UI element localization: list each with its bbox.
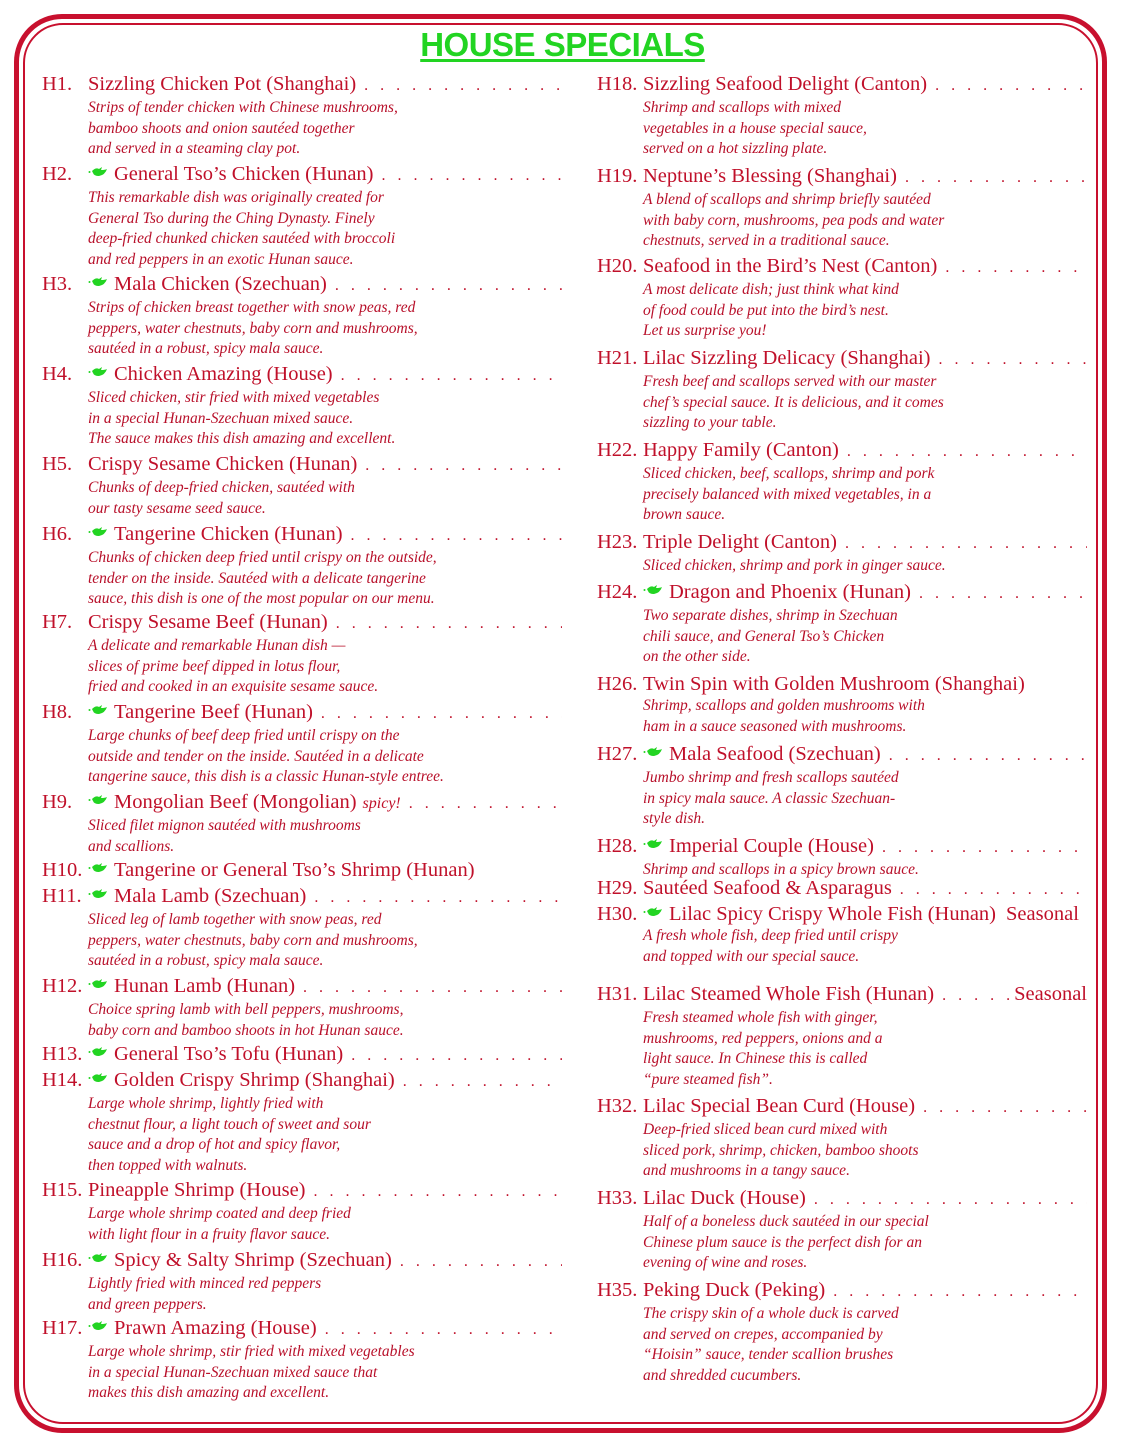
pepper-icon — [88, 1246, 108, 1258]
item-description — [643, 556, 1087, 577]
item-code: H27. — [597, 743, 638, 765]
item-code: H17. — [42, 1317, 83, 1339]
menu-item — [597, 672, 1087, 737]
item-code: H15. — [42, 1179, 83, 1201]
description-line: General Tso during the Ching Dynasty. Finely — [88, 209, 375, 227]
item-description — [643, 1212, 1087, 1274]
item-code: H3. — [42, 273, 73, 295]
description-line: Strips of tender chicken with Chinese mushrooms, — [88, 99, 398, 116]
menu-item-header — [597, 164, 1087, 190]
item-description — [643, 464, 1087, 526]
item-name: Peking Duck (Peking) — [643, 1279, 826, 1301]
pepper-icon — [88, 1040, 108, 1052]
menu-item-header — [42, 884, 562, 910]
description-line: and served in a steaming clay pot. — [88, 140, 301, 158]
dot-leader — [938, 348, 1087, 372]
description-line: outside and tender on the inside. Sautéed in a delicate — [88, 747, 424, 765]
description-line: sizzling to your table. — [643, 414, 777, 432]
description-line: “Hoisin” sauce, tender scallion brushes — [643, 1346, 894, 1364]
item-description — [88, 478, 562, 519]
item-name: Sizzling Chicken Pot (Shanghai) — [88, 73, 357, 95]
menu-item-header — [597, 902, 1087, 926]
description-line: Chinese plum sauce is the perfect dish for an — [643, 1233, 922, 1251]
description-line: and red peppers in an exotic Hunan sauce. — [88, 250, 354, 268]
menu-item — [597, 1278, 1087, 1386]
menu-item — [597, 902, 1087, 967]
description-line: and served on crepes, accompanied by — [643, 1325, 883, 1343]
dot-leader — [845, 532, 1087, 556]
menu-item-header — [597, 580, 1087, 606]
dot-leader — [923, 1096, 1087, 1120]
item-name: Neptune’s Blessing (Shanghai) — [643, 165, 897, 187]
menu-item-header — [597, 672, 1087, 696]
menu-item — [597, 834, 1087, 881]
pepper-icon — [88, 360, 108, 372]
dot-leader — [942, 984, 1010, 1008]
menu-item-header — [42, 1178, 562, 1204]
item-description — [88, 388, 562, 450]
item-code: H32. — [597, 1095, 638, 1117]
description-line: Large whole shrimp, stir fried with mixed vegetables — [88, 1343, 415, 1360]
pepper-icon — [88, 1314, 108, 1326]
dot-leader — [336, 612, 562, 636]
item-name: Mongolian Beef (Mongolian) — [114, 791, 357, 813]
item-code: H13. — [42, 1043, 83, 1065]
item-code: H4. — [42, 363, 73, 385]
item-description — [643, 372, 1087, 434]
item-code: H11. — [42, 885, 82, 907]
description-line: mushrooms, red peppers, onions and a — [643, 1029, 883, 1047]
menu-item — [42, 162, 562, 270]
menu-item-header — [42, 1068, 562, 1094]
pepper-icon — [643, 900, 663, 912]
description-line: and green peppers. — [88, 1295, 207, 1313]
description-line: A delicate and remarkable Hunan dish — — [88, 637, 346, 654]
description-line: “pure steamed fish”. — [643, 1070, 773, 1088]
dot-leader — [365, 454, 562, 478]
description-line: evening of wine and roses. — [643, 1254, 808, 1272]
item-name: Mala Seafood (Szechuan) — [669, 743, 881, 765]
dot-leader — [351, 1044, 562, 1068]
menu-item-header — [42, 858, 562, 882]
menu-item-header — [42, 362, 562, 388]
item-name: Spicy & Salty Shrimp (Szechuan) — [114, 1249, 392, 1271]
menu-item-header — [597, 982, 1087, 1008]
menu-item — [42, 858, 562, 882]
menu-item-header — [597, 834, 1087, 860]
item-name: Hunan Lamb (Hunan) — [114, 975, 296, 997]
description-line: with baby corn, mushrooms, pea pods and water — [643, 211, 945, 229]
description-line: and scallions. — [88, 837, 175, 855]
pepper-icon — [88, 160, 108, 172]
description-line: precisely balanced with mixed vegetables, in a — [643, 485, 932, 503]
dot-leader — [403, 1070, 562, 1094]
menu-item — [597, 72, 1087, 160]
description-line: Sliced chicken, shrimp and pork in ginger sauce. — [643, 557, 946, 574]
item-name: Golden Crispy Shrimp (Shanghai) — [114, 1069, 395, 1091]
pepper-icon — [88, 1066, 108, 1078]
description-line: Sliced leg of lamb together with snow peas, red — [88, 911, 382, 928]
item-description — [643, 98, 1087, 160]
description-line: sliced pork, shrimp, chicken, bamboo shoots — [643, 1141, 919, 1159]
pepper-icon — [643, 578, 663, 590]
description-line: and shredded cucumbers. — [643, 1366, 802, 1384]
description-line: Deep-fried sliced bean curd mixed with — [643, 1121, 888, 1138]
menu-item — [597, 346, 1087, 434]
menu-item — [42, 884, 562, 972]
description-line: Shrimp and scallops in a spicy brown sauce. — [643, 861, 919, 878]
menu-item — [597, 982, 1087, 1090]
dot-leader — [325, 1318, 562, 1342]
pepper-icon — [88, 270, 108, 282]
description-line: tangerine sauce, this dish is a classic Hunan-style entree. — [88, 768, 444, 786]
description-line: Shrimp, scallops and golden mushrooms with — [643, 697, 925, 714]
description-line: on the other side. — [643, 648, 751, 666]
item-name: Sautéed Seafood & Asparagus — [643, 877, 892, 899]
description-line: makes this dish amazing and excellent. — [88, 1384, 330, 1402]
menu-item — [42, 362, 562, 450]
dot-leader — [314, 1180, 563, 1204]
description-line: tender on the inside. Sautéed with a delicate tangerine — [88, 569, 426, 587]
menu-item-header — [597, 438, 1087, 464]
item-name: Lilac Spicy Crispy Whole Fish (Hunan) — [669, 903, 997, 925]
dot-leader — [889, 744, 1087, 768]
description-line: style dish. — [643, 810, 705, 828]
item-description — [88, 188, 562, 270]
pepper-icon — [88, 856, 108, 868]
description-line: Sliced chicken, beef, scallops, shrimp and pork — [643, 465, 935, 482]
menu-item — [597, 1094, 1087, 1182]
item-name: Dragon and Phoenix (Hunan) — [669, 581, 911, 603]
item-code: H7. — [42, 611, 73, 633]
item-name: Crispy Sesame Beef (Hunan) — [88, 611, 328, 633]
menu-item-header — [42, 1316, 562, 1342]
menu-item-header — [42, 790, 562, 816]
description-line: of food could be put into the bird’s nest. — [643, 301, 889, 319]
menu-item-header — [42, 522, 562, 548]
description-line: in a special Hunan-Szechuan mixed sauce that — [88, 1363, 378, 1381]
menu-item-header — [42, 162, 562, 188]
menu-item — [597, 742, 1087, 830]
item-description — [643, 190, 1087, 252]
dot-leader — [935, 74, 1087, 98]
menu-item — [597, 876, 1087, 902]
description-line: sauce, this dish is one of the most popular on our menu. — [88, 590, 435, 608]
item-description — [88, 298, 562, 360]
spicy-note: spicy! — [362, 795, 401, 812]
item-description — [88, 98, 562, 160]
item-name: General Tso’s Tofu (Hunan) — [114, 1043, 344, 1065]
dot-leader — [882, 836, 1087, 860]
item-code: H28. — [597, 835, 638, 857]
menu-item-header — [42, 72, 562, 98]
description-line: Fresh steamed whole fish with ginger, — [643, 1009, 878, 1026]
description-line: Chunks of chicken deep fried until crispy on the outside, — [88, 549, 437, 566]
menu-item — [597, 438, 1087, 526]
menu-item-header — [597, 346, 1087, 372]
menu-item-header — [597, 742, 1087, 768]
description-line: brown sauce. — [643, 506, 726, 524]
item-description — [643, 926, 1087, 967]
dot-leader — [900, 878, 1087, 902]
item-name: Tangerine Chicken (Hunan) — [114, 523, 343, 545]
seasonal-label: Seasonal — [1014, 983, 1087, 1005]
item-code: H24. — [597, 581, 638, 603]
description-line: ham in a sauce seasoned with mushrooms. — [643, 717, 907, 735]
description-line: in spicy mala sauce. A classic Szechuan- — [643, 789, 896, 807]
description-line: Two separate dishes, shrimp in Szechuan — [643, 607, 898, 624]
dot-leader — [321, 702, 562, 726]
menu-item — [42, 700, 562, 788]
item-description — [88, 1000, 562, 1041]
item-description — [88, 1274, 562, 1315]
item-description — [643, 280, 1087, 342]
description-line: Chunks of deep-fried chicken, sautéed with — [88, 479, 355, 496]
pepper-icon — [88, 788, 108, 800]
item-name: Pineapple Shrimp (House) — [88, 1179, 306, 1201]
menu-item — [597, 254, 1087, 342]
item-code: H9. — [42, 791, 73, 813]
description-line: Large whole shrimp coated and deep fried — [88, 1205, 351, 1222]
description-line: The sauce makes this dish amazing and excellent. — [88, 430, 396, 448]
description-line: and mushrooms in a tangy sauce. — [643, 1162, 850, 1180]
pepper-icon — [88, 520, 108, 532]
item-description — [88, 1094, 562, 1176]
description-line: baby corn and bamboo shoots in hot Hunan sauce. — [88, 1021, 404, 1039]
item-description — [643, 606, 1087, 668]
item-code: H30. — [597, 903, 638, 925]
dot-leader — [382, 164, 563, 188]
description-line: and topped with our special sauce. — [643, 947, 860, 965]
menu-item-header — [597, 72, 1087, 98]
description-line: deep-fried chunked chicken sautéed with broccoli — [88, 230, 396, 248]
description-line: Strips of chicken breast together with snow peas, red — [88, 299, 416, 316]
description-line: Let us surprise you! — [643, 322, 767, 340]
item-code: H22. — [597, 439, 638, 461]
dot-leader — [945, 256, 1087, 280]
menu-item-header — [597, 530, 1087, 556]
item-description — [643, 696, 1087, 737]
menu-item-header — [597, 1278, 1087, 1304]
item-code: H31. — [597, 983, 638, 1005]
description-line: slices of prime beef dipped in lotus flour, — [88, 657, 341, 675]
item-description — [643, 768, 1087, 830]
item-name: Sizzling Seafood Delight (Canton) — [643, 73, 928, 95]
item-name: Lilac Duck (House) — [643, 1187, 806, 1209]
item-name: Twin Spin with Golden Mushroom (Shanghai) — [643, 673, 1025, 695]
menu-item — [42, 610, 562, 698]
menu-item — [42, 522, 562, 610]
item-name: Seafood in the Bird’s Nest (Canton) — [643, 255, 938, 277]
item-name: Lilac Sizzling Delicacy (Shanghai) — [643, 347, 931, 369]
description-line: with light flour in a fruity flavor sauce. — [88, 1225, 330, 1243]
description-line: Sliced filet mignon sautéed with mushrooms — [88, 817, 361, 834]
item-code: H18. — [597, 73, 638, 95]
menu-item — [42, 1316, 562, 1404]
description-line: Large whole shrimp, lightly fried with — [88, 1095, 324, 1112]
description-line: chef’s special sauce. It is delicious, and it comes — [643, 393, 944, 411]
item-name: General Tso’s Chicken (Hunan) — [114, 163, 374, 185]
menu-item-header — [42, 1248, 562, 1274]
description-line: sautéed in a robust, spicy mala sauce. — [88, 340, 324, 358]
item-code: H1. — [42, 73, 73, 95]
item-name: Chicken Amazing (House) — [114, 363, 333, 385]
menu-item — [42, 1042, 562, 1068]
description-line: served on a hot sizzling plate. — [643, 140, 828, 158]
menu-item-header — [597, 876, 1087, 902]
item-description — [88, 726, 562, 788]
description-line: sautéed in a robust, spicy mala sauce. — [88, 952, 324, 970]
item-description — [88, 910, 562, 972]
item-description — [643, 1008, 1087, 1090]
description-line: chestnut flour, a light touch of sweet and sour — [88, 1115, 371, 1133]
item-name: Triple Delight (Canton) — [643, 531, 837, 553]
dot-leader — [814, 1188, 1087, 1212]
menu-item-header — [42, 700, 562, 726]
dot-leader — [314, 886, 562, 910]
menu-item — [42, 1178, 562, 1245]
description-line: Lightly fried with minced red peppers — [88, 1275, 322, 1292]
menu-item — [42, 790, 562, 857]
description-line: sauce and a drop of hot and spicy flavor, — [88, 1136, 341, 1154]
description-line: Large chunks of beef deep fried until crispy on the — [88, 727, 400, 744]
dot-leader — [919, 582, 1087, 606]
page-title — [0, 26, 1125, 64]
pepper-icon — [88, 698, 108, 710]
description-line: then topped with walnuts. — [88, 1156, 248, 1174]
dot-leader — [303, 976, 562, 1000]
item-code: H23. — [597, 531, 638, 553]
description-line: in a special Hunan-Szechuan mixed sauce. — [88, 409, 354, 427]
description-line: Choice spring lamb with bell peppers, mushrooms, — [88, 1001, 404, 1018]
item-name: Happy Family (Canton) — [643, 439, 839, 461]
menu-item — [42, 272, 562, 360]
item-name: Lilac Special Bean Curd (House) — [643, 1095, 916, 1117]
pepper-icon — [643, 832, 663, 844]
description-line: Shrimp and scallops with mixed — [643, 99, 842, 116]
description-line: Half of a boneless duck sautéed in our special — [643, 1213, 929, 1230]
item-description — [88, 1342, 562, 1404]
item-code: H20. — [597, 255, 638, 277]
page-title-text: HOUSE SPECIALS — [420, 26, 705, 63]
description-line: A fresh whole fish, deep fried until crispy — [643, 927, 898, 944]
dot-leader — [341, 364, 562, 388]
dot-leader — [409, 792, 562, 816]
description-line: chestnuts, served in a traditional sauce. — [643, 232, 890, 250]
menu-item-header — [597, 254, 1087, 280]
item-code: H35. — [597, 1279, 638, 1301]
item-description — [643, 1304, 1087, 1386]
description-line: chili sauce, and General Tso’s Chicken — [643, 627, 885, 645]
menu-item — [42, 974, 562, 1041]
description-line: our tasty sesame seed sauce. — [88, 499, 266, 517]
pepper-icon — [88, 972, 108, 984]
menu-item-header — [42, 272, 562, 298]
dot-leader — [833, 1280, 1087, 1304]
item-description — [88, 636, 562, 698]
item-name: Crispy Sesame Chicken (Hunan) — [88, 453, 358, 475]
description-line: Sliced chicken, stir fried with mixed vegetables — [88, 389, 380, 406]
menu-item-header — [42, 610, 562, 636]
item-name: Tangerine Beef (Hunan) — [114, 701, 313, 723]
seasonal-label: Seasonal — [1006, 903, 1079, 925]
menu-item — [597, 530, 1087, 577]
item-code: H19. — [597, 165, 638, 187]
pepper-icon — [88, 882, 108, 894]
description-line: light sauce. In Chinese this is called — [643, 1050, 868, 1068]
item-name: Mala Chicken (Szechuan) — [114, 273, 327, 295]
description-line: peppers, water chestnuts, baby corn and mushrooms, — [88, 319, 418, 337]
menu-item-header — [42, 1042, 562, 1068]
item-description — [643, 1120, 1087, 1182]
description-line: Fresh beef and scallops served with our master — [643, 373, 937, 390]
item-name: Mala Lamb (Szechuan) — [114, 885, 307, 907]
item-code: H6. — [42, 523, 73, 545]
item-code: H33. — [597, 1187, 638, 1209]
menu-item — [42, 452, 562, 519]
menu-item — [597, 1186, 1087, 1274]
item-code: H8. — [42, 701, 73, 723]
item-code: H16. — [42, 1249, 83, 1271]
item-code: H10. — [42, 859, 83, 881]
description-line: Jumbo shrimp and fresh scallops sautéed — [643, 769, 899, 786]
description-line: This remarkable dish was originally created for — [88, 189, 384, 206]
item-name: Imperial Couple (House) — [669, 835, 874, 857]
description-line: The crispy skin of a whole duck is carved — [643, 1305, 899, 1322]
item-code: H2. — [42, 163, 73, 185]
menu-item — [42, 72, 562, 160]
menu-item-header — [597, 1094, 1087, 1120]
menu-item-header — [42, 974, 562, 1000]
description-line: bamboo shoots and onion sautéed together — [88, 119, 355, 137]
description-line: A blend of scallops and shrimp briefly sautéed — [643, 191, 931, 208]
menu-item — [42, 1248, 562, 1315]
menu-item — [42, 1068, 562, 1176]
dot-leader — [335, 274, 562, 298]
item-name: Lilac Steamed Whole Fish (Hunan) — [643, 983, 935, 1005]
item-code: H5. — [42, 453, 73, 475]
dot-leader — [351, 524, 562, 548]
menu-item-header — [42, 452, 562, 478]
item-code: H21. — [597, 347, 638, 369]
item-description — [88, 816, 562, 857]
menu-item — [597, 580, 1087, 668]
item-description — [88, 548, 562, 610]
description-line: peppers, water chestnuts, baby corn and mushrooms, — [88, 931, 418, 949]
item-code: H29. — [597, 877, 638, 899]
dot-leader — [364, 74, 562, 98]
item-code: H14. — [42, 1069, 83, 1091]
description-line: A most delicate dish; just think what kind — [643, 281, 899, 298]
item-description — [88, 1204, 562, 1245]
item-code: H26. — [597, 673, 638, 695]
dot-leader — [400, 1250, 562, 1274]
dot-leader — [905, 166, 1087, 190]
dot-leader — [847, 440, 1087, 464]
description-line: vegetables in a house special sauce, — [643, 119, 867, 137]
description-line: fried and cooked in an exquisite sesame sauce. — [88, 678, 379, 696]
menu-item — [597, 164, 1087, 252]
item-name: Prawn Amazing (House) — [114, 1317, 317, 1339]
item-name: Tangerine or General Tso’s Shrimp (Hunan) — [114, 859, 475, 881]
pepper-icon — [643, 740, 663, 752]
item-code: H12. — [42, 975, 83, 997]
menu-item-header — [597, 1186, 1087, 1212]
